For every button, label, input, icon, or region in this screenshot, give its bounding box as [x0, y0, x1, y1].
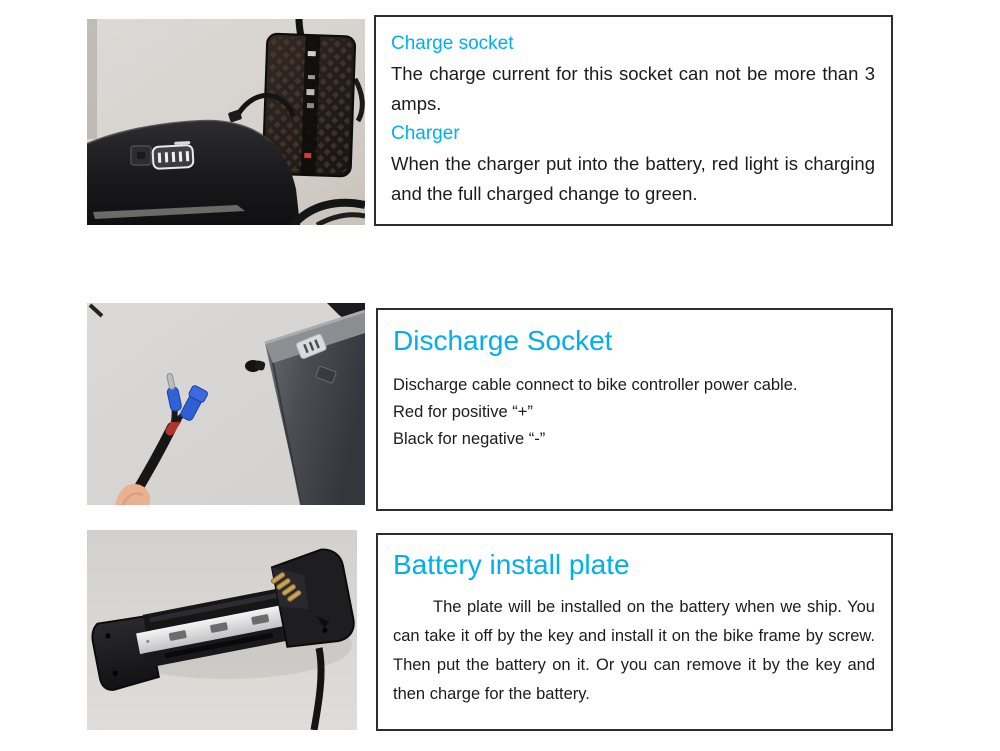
charge-socket-heading: Charge socket	[391, 33, 514, 54]
battery-charger-photo	[87, 19, 365, 225]
install-plate-illustration	[87, 530, 357, 730]
discharge-cable-photo	[87, 303, 365, 505]
charger-heading: Charger	[391, 123, 460, 144]
battery-install-plate-textbox	[376, 533, 893, 731]
charge-socket-text: The charge current for this socket can not be more than 3 amps.	[391, 63, 875, 114]
charge-socket-textbox	[374, 15, 893, 226]
discharge-text-line1: Discharge cable connect to bike controller power cable.	[393, 376, 798, 394]
install-plate-photo	[87, 530, 357, 730]
charger-text: When the charger put into the battery, red light is charging and the full charged change to green.	[391, 153, 875, 204]
discharge-text-line3: Black for negative “-”	[393, 430, 546, 448]
discharge-cable-illustration	[87, 303, 365, 505]
battery-install-plate-heading: Battery install plate	[393, 549, 630, 580]
discharge-socket-heading: Discharge Socket	[393, 325, 613, 356]
discharge-text-line2: Red for positive “+”	[393, 403, 533, 421]
battery-charger-illustration	[87, 19, 365, 225]
discharge-socket-textbox	[376, 308, 893, 511]
battery-install-plate-text: The plate will be installed on the battery when we ship. You can take it off by the key and install it on the bike frame by screw. Then put the battery on it. Or you can remove it by the key and then charge for the battery.	[393, 598, 875, 703]
